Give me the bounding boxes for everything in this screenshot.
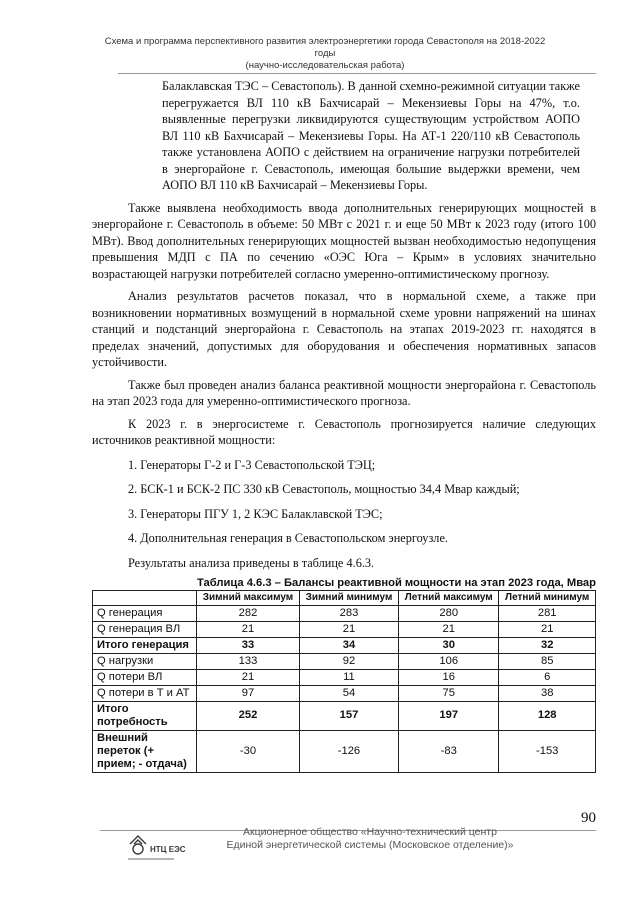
- table-cell: 106: [399, 653, 499, 669]
- row-label: Итого потребность: [93, 701, 197, 730]
- table-cell: 128: [499, 701, 596, 730]
- table-header-row: [93, 591, 596, 606]
- table-row: [93, 653, 596, 669]
- quote-paragraph: Балаклавская ТЭС – Севастополь). В данной схемно-режимной ситуации также перегружается ВЛ 110 кВ Бахчисарай – Мекензиевы Горы на 47%, т.о. выявленные перегрузки ликвидируются существующим устройством АОПО ВЛ 110 кВ Бахчисарай – Мекензиевы Горы. На АТ-1 220/110 кВ Севастополь также установлена АОПО с действием на ограничение нагрузки потребителей в энергорайоне г. Севастополь, имеющая большие выдержки времени, чем АОПО ВЛ 110 кВ Бахчисарай – Мекензиевы Горы.: [162, 79, 580, 192]
- column-header: Летний максимум: [399, 591, 499, 606]
- column-header: Зимний максимум: [197, 591, 300, 606]
- row-label: Q нагрузки: [93, 653, 197, 669]
- table-cell: -153: [499, 730, 596, 772]
- table-cell: 281: [499, 605, 596, 621]
- table-row: [93, 701, 596, 730]
- table-caption: Таблица 4.6.3 – Балансы реактивной мощности на этап 2023 года, Мвар: [196, 577, 596, 589]
- row-label: Итого генерация: [93, 637, 197, 653]
- table-cell: 282: [197, 605, 300, 621]
- header-line-2: (научно-исследовательская работа): [245, 60, 405, 71]
- table-cell: 75: [399, 685, 499, 701]
- table-cell: 133: [197, 653, 300, 669]
- row-label: Внешний переток (+ прием; - отдача): [93, 730, 197, 772]
- page-content: [92, 78, 596, 773]
- table-cell: 16: [399, 669, 499, 685]
- list-item-2: 2. БСК-1 и БСК-2 ПС 330 кВ Севастополь, мощностью 34,4 Мвар каждый;: [128, 482, 520, 496]
- table-cell: 21: [197, 669, 300, 685]
- table-cell: 33: [197, 637, 300, 653]
- table-cell: 92: [299, 653, 398, 669]
- footer-line-2: Единой энергетической системы (Московское отделение)»: [226, 839, 514, 851]
- row-label: Q потери в Т и АТ: [93, 685, 197, 701]
- table-row: [93, 621, 596, 637]
- document-header: [95, 36, 555, 72]
- table-cell: -30: [197, 730, 300, 772]
- table-cell: -83: [399, 730, 499, 772]
- table-cell: 34: [299, 637, 398, 653]
- table-cell: 38: [499, 685, 596, 701]
- table-cell: 21: [499, 621, 596, 637]
- table-cell: 157: [299, 701, 398, 730]
- table-row: [93, 669, 596, 685]
- table-cell: 30: [399, 637, 499, 653]
- row-label: Q генерация ВЛ: [93, 621, 197, 637]
- reactive-power-table: [92, 590, 596, 773]
- footer-line-1: Акционерное общество «Научно-технический центр: [243, 826, 497, 838]
- table-row: [93, 637, 596, 653]
- list-item-3: 3. Генераторы ПГУ 1, 2 КЭС Балаклавской ТЭС;: [128, 506, 383, 521]
- paragraph-1: Также выявлена необходимость ввода дополнительных генерирующих мощностей в энергорайоне г. Севастополь в объеме: 50 МВт с 2021 г. и еще 50 МВт к 2023 году (итого 100 МВт). Ввод дополнительных генерирующих мощностей вызван необходимостью недопущения превышения МДП с ПА по сечению «ОЭС Юга – Крым» в условиях значительно возрастающей нагрузки потребителей согласно умеренно-оптимистическому прогнозу.: [92, 200, 596, 281]
- table-cell: 54: [299, 685, 398, 701]
- paragraph-4: К 2023 г. в энергосистеме г. Севастополь прогнозируется наличие следующих источников реактивной мощности:: [92, 416, 596, 447]
- page-number: 90: [581, 810, 596, 826]
- paragraph-2: Анализ результатов расчетов показал, что в нормальной схеме, а также при возникновении нормативных возмущений в нормальной схеме уровни напряжений на шинах станций и подстанций энергорайона г. Севастополь на этапах 2019-2023 гг. находятся в пределах значений, допустимых для оборудования и обеспечения нормативных запасов устойчивости.: [92, 289, 596, 369]
- table-cell: 21: [299, 621, 398, 637]
- table-cell: 283: [299, 605, 398, 621]
- table-cell: 280: [399, 605, 499, 621]
- table-cell: 197: [399, 701, 499, 730]
- table-cell: 97: [197, 685, 300, 701]
- list-item-1: 1. Генераторы Г-2 и Г-3 Севастопольской ТЭЦ;: [128, 457, 376, 472]
- header-rule: [118, 73, 596, 74]
- results-text: Результаты анализа приведены в таблице 4.6.3.: [128, 555, 375, 570]
- table-row: [93, 605, 596, 621]
- table-cell: 21: [399, 621, 499, 637]
- table-cell: -126: [299, 730, 398, 772]
- document-footer: [220, 826, 520, 852]
- table-cell: 21: [197, 621, 300, 637]
- header-line-1: Схема и программа перспективного развития электроэнергетики города Севастополя на 2018-2022 годы: [104, 36, 546, 59]
- column-header: Зимний минимум: [299, 591, 398, 606]
- table-row: [93, 685, 596, 701]
- row-label: Q генерация: [93, 605, 197, 621]
- table-body: [93, 605, 596, 772]
- logo-text: НТЦ ЕЭС: [150, 845, 186, 854]
- table-cell: 252: [197, 701, 300, 730]
- table-cell: 32: [499, 637, 596, 653]
- table-cell: 85: [499, 653, 596, 669]
- row-label: Q потери ВЛ: [93, 669, 197, 685]
- column-header: [93, 591, 197, 606]
- paragraph-3: Также был проведен анализ баланса реактивной мощности энергорайона г. Севастополь на этап 2023 года для умеренно-оптимистического прогноза.: [92, 377, 596, 408]
- table-cell: 11: [299, 669, 398, 685]
- table-row: [93, 730, 596, 772]
- list-item-4: 4. Дополнительная генерация в Севастопольском энергоузле.: [128, 531, 448, 545]
- table-cell: 6: [499, 669, 596, 685]
- company-logo: [124, 832, 186, 864]
- column-header: Летний минимум: [499, 591, 596, 606]
